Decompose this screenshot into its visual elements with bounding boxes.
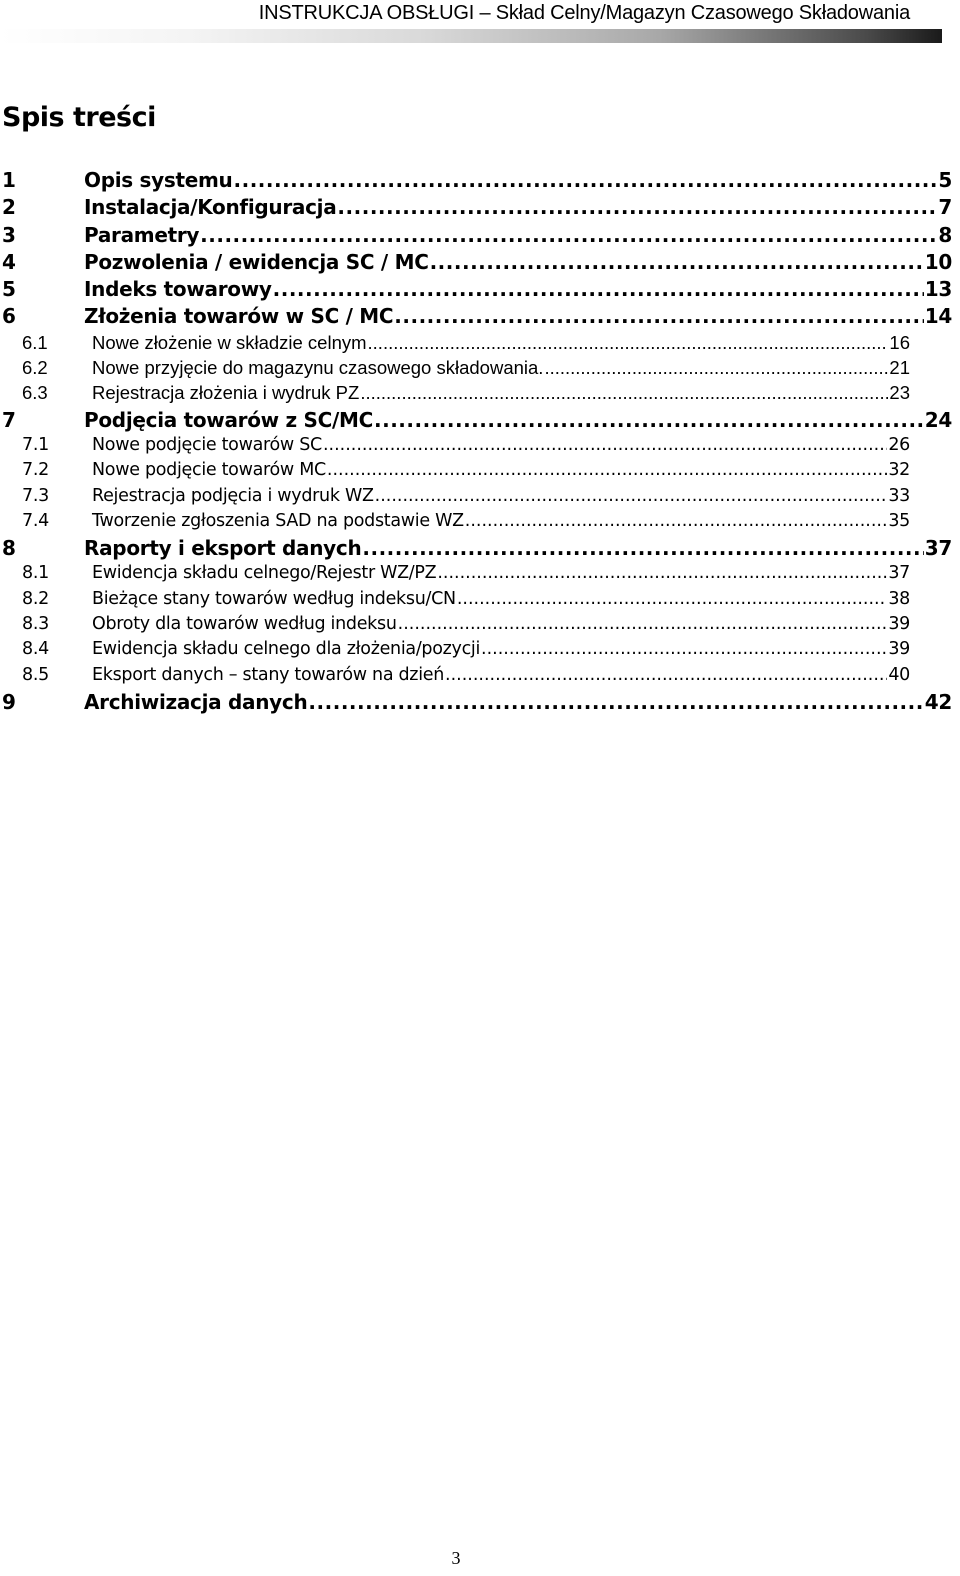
dot-leader [368, 332, 889, 354]
toc-entry-page: 13 [924, 277, 952, 302]
dot-leader [430, 250, 924, 274]
toc-entry-title: Nowe złożenie w składzie celnym [92, 331, 367, 353]
toc-entry-number: 8.4 [22, 639, 49, 660]
toc-entry-page: 16 [889, 331, 910, 353]
toc-entry-number: 6.1 [22, 331, 48, 353]
toc-entry-number: 1 [2, 168, 16, 192]
toc-entry-page: 24 [924, 407, 952, 432]
dot-leader [465, 511, 888, 531]
toc-entry-page: 10 [924, 249, 952, 274]
toc-entry-8-1[interactable] [2, 563, 952, 588]
toc-entry-page: 33 [888, 485, 910, 506]
toc-entry-title: Podjęcia towarów z SC/MC [84, 407, 373, 432]
header-gradient-bar [0, 29, 942, 43]
toc-entry-4[interactable] [2, 250, 952, 277]
toc-entry-title: Ewidencja składu celnego dla złożenia/pozycji [92, 639, 481, 660]
toc-entry-title: Raporty i eksport danych [84, 536, 362, 561]
dot-leader [398, 614, 888, 634]
toc-entry-title: Złożenia towarów w SC / MC [84, 304, 394, 329]
toc-entry-number: 5 [2, 277, 16, 302]
toc-entry-3[interactable] [2, 223, 952, 250]
toc-entry-title: Tworzenie zgłoszenia SAD na podstawie WZ [92, 510, 464, 531]
toc-entry-number: 4 [2, 249, 16, 274]
toc-entry-8-2[interactable] [2, 589, 952, 614]
toc-entry-6[interactable] [2, 304, 952, 331]
toc-entry-8-5[interactable] [2, 665, 952, 690]
toc-entry-title: Pozwolenia / ewidencja SC / MC [84, 249, 429, 274]
toc-entry-title: Nowe przyjęcie do magazynu czasowego składowania. [92, 357, 544, 379]
dot-leader [308, 690, 923, 714]
dot-leader [375, 486, 888, 506]
toc-entry-7-2[interactable] [2, 460, 952, 485]
toc-entry-page: 40 [888, 664, 910, 685]
toc-entry-6-1[interactable] [2, 332, 952, 357]
toc-entry-number: 8.5 [22, 664, 49, 685]
toc-entry-9[interactable] [2, 690, 952, 717]
toc-entry-number: 3 [2, 222, 16, 247]
toc-entry-6-2[interactable] [2, 357, 952, 382]
dot-leader [234, 168, 938, 192]
toc-entry-8[interactable] [2, 536, 952, 563]
toc-entry-page: 8 [938, 222, 952, 247]
toc-entry-8-4[interactable] [2, 639, 952, 664]
toc-entry-title: Nowe podjęcie towarów MC [92, 460, 326, 481]
toc-entry-page: 21 [889, 357, 910, 379]
toc-entry-7-1[interactable] [2, 435, 952, 460]
toc-entry-title: Indeks towarowy [84, 277, 272, 302]
page-number: 3 [451, 1548, 461, 1568]
toc-entry-page: 7 [938, 195, 952, 220]
dot-leader [394, 304, 923, 328]
toc-entry-title: Rejestracja podjęcia i wydruk WZ [92, 485, 374, 506]
dot-leader [360, 382, 888, 404]
toc-entry-7-3[interactable] [2, 486, 952, 511]
dot-leader [544, 357, 888, 379]
toc-entry-6-3[interactable] [2, 382, 952, 407]
toc-entry-number: 6.2 [22, 357, 48, 379]
toc-entry-title: Parametry [84, 222, 200, 247]
dot-leader [362, 536, 923, 560]
dot-leader [273, 277, 924, 301]
toc-entry-number: 7 [2, 407, 16, 432]
page-header [0, 0, 960, 46]
toc-entry-page: 38 [888, 588, 910, 609]
toc-entry-title: Eksport danych – stany towarów na dzień [92, 664, 445, 685]
toc-entry-5[interactable] [2, 277, 952, 304]
toc-entry-title: Nowe podjęcie towarów SC [92, 434, 322, 455]
toc-entry-page: 39 [888, 639, 910, 660]
toc-entry-number: 6 [2, 304, 16, 329]
toc-entry-8-3[interactable] [2, 614, 952, 639]
toc-entry-title: Archiwizacja danych [84, 689, 308, 714]
document-title: INSTRUKCJA OBSŁUGI – Skład Celny/Magazyn Czasowego Składowania [258, 2, 910, 24]
toc-entry-title: Instalacja/Konfiguracja [84, 195, 337, 220]
toc-entry-page: 23 [889, 382, 910, 404]
toc-entry-title: Rejestracja złożenia i wydruk PZ [92, 382, 360, 404]
dot-leader [374, 408, 924, 432]
toc-entry-2[interactable] [2, 195, 952, 222]
dot-leader [445, 665, 887, 685]
dot-leader [337, 195, 937, 219]
dot-leader [323, 435, 887, 455]
toc-entry-title: Obroty dla towarów według indeksu [92, 614, 397, 635]
toc-entry-number: 7.1 [22, 434, 49, 455]
toc-entry-title: Bieżące stany towarów według indeksu/CN [92, 588, 456, 609]
toc-entry-number: 8 [2, 536, 16, 561]
toc-entry-number: 6.3 [22, 382, 48, 404]
toc-entry-page: 37 [888, 563, 910, 584]
toc-entry-page: 5 [938, 168, 952, 192]
toc-entry-number: 8.1 [22, 563, 49, 584]
dot-leader [200, 223, 937, 247]
toc-heading: Spis treści [2, 102, 156, 133]
toc-entry-page: 37 [924, 536, 952, 561]
toc-entry-number: 7.3 [22, 485, 49, 506]
toc-entry-1[interactable] [2, 168, 952, 195]
dot-leader [437, 563, 887, 583]
toc-entry-number: 8.2 [22, 588, 49, 609]
toc-entry-page: 14 [924, 304, 952, 329]
dot-leader [457, 589, 888, 609]
toc-entry-number: 2 [2, 195, 16, 220]
toc-entry-number: 7.4 [22, 510, 49, 531]
toc-entry-title: Opis systemu [84, 168, 233, 192]
dot-leader [481, 639, 887, 659]
toc-entry-page: 42 [924, 689, 952, 714]
toc-entry-page: 39 [888, 614, 910, 635]
toc-entry-title: Ewidencja składu celnego/Rejestr WZ/PZ [92, 563, 437, 584]
toc-entry-number: 8.3 [22, 614, 49, 635]
toc-entry-number: 9 [2, 689, 16, 714]
toc-entry-number: 7.2 [22, 460, 49, 481]
toc-entry-page: 32 [888, 460, 910, 481]
toc-entry-page: 35 [888, 510, 910, 531]
toc-entry-7[interactable] [2, 408, 952, 435]
toc-entry-page: 26 [888, 434, 910, 455]
table-of-contents [2, 168, 952, 717]
dot-leader [327, 460, 887, 480]
toc-entry-7-4[interactable] [2, 511, 952, 536]
